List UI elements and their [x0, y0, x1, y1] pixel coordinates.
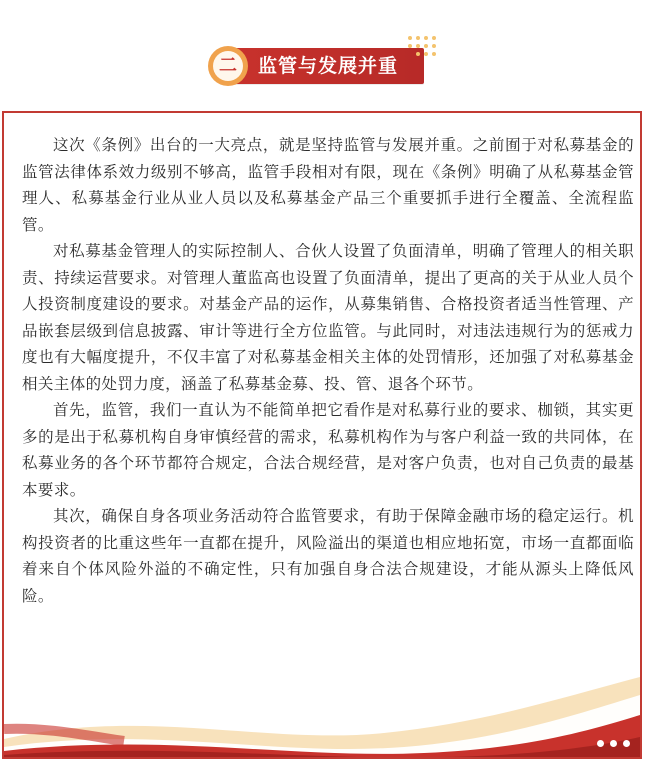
decorative-dots-icon [408, 36, 444, 66]
article-body [22, 132, 634, 609]
paragraph-2: 对私募基金管理人的实际控制人、合伙人设置了负面清单，明确了管理人的相关职责、持续运营要求。对管理人董监高也设置了负面清单，提出了更高的关于从业人员个人投资制度建设的要求。对基金产品的运作，从募集销售、合格投资者适当性管理、产品嵌套层级到信息披露、审计等进行全方位监管。与此同时，对违法违规行为的惩戒力度也有大幅度提升，不仅丰富了对私募基金相关主体的处罚情形，还加强了对私募基金相关主体的处罚力度，涵盖了私募基金募、投、管、退各个环节。 [22, 242, 634, 393]
corner-dots-icon [597, 740, 630, 747]
bottom-wave-decoration [4, 667, 640, 757]
paragraph-3: 首先，监管，我们一直认为不能简单把它看作是对私募行业的要求、枷锁，其实更多的是出于私募机构自身审慎经营的需求，私募机构作为与客户利益一致的共同体，在私募业务的各个环节都符合规定，合法合规经营，是对客户负责，也对自己负责的最基本要求。 [22, 401, 634, 499]
section-number: 二 [213, 51, 243, 81]
section-header [208, 44, 428, 88]
article-frame [2, 111, 642, 759]
section-number-badge [208, 46, 248, 86]
paragraph-1: 这次《条例》出台的一大亮点，就是坚持监管与发展并重。之前囿于对私募基金的监管法律体系效力级别不够高，监管手段相对有限，现在《条例》明确了从私募基金管理人、私募基金行业从业人员以及私募基金产品三个重要抓手进行全覆盖、全流程监管。 [22, 136, 634, 234]
section-title: 监管与发展并重 [258, 55, 399, 77]
paragraph-4: 其次，确保自身各项业务活动符合监管要求，有助于保障金融市场的稳定运行。机构投资者的比重这些年一直都在提升，风险溢出的渠道也相应地拓宽，市场一直都面临着来自个体风险外溢的不确定性，只有加强自身合法合规建设，才能从源头上降低风险。 [22, 507, 634, 605]
